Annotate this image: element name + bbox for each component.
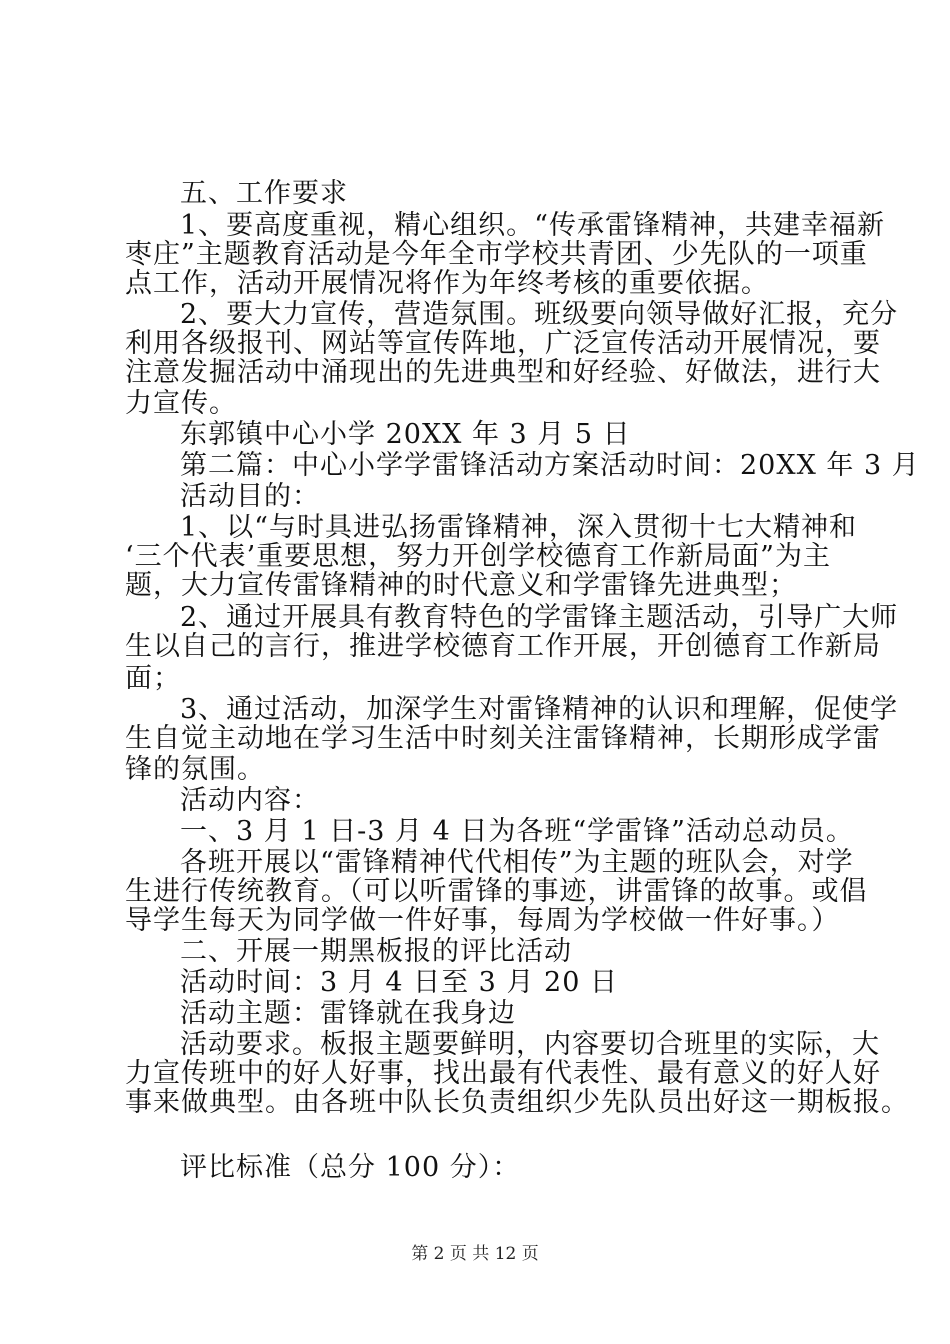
- paragraph-line: 活动要求。板报主题要鲜明，内容要切合班里的实际，大: [180, 1029, 880, 1060]
- paragraph-line: 枣庄”主题教育活动是今年全市学校共青团、少先队的一项重: [125, 239, 868, 270]
- paragraph-line: 事来做典型。由各班中队长负责组织少先队员出好这一期板报。: [125, 1087, 909, 1118]
- section-title: 第二篇：中心小学学雷锋活动方案活动时间：20XX 年 3 月: [180, 450, 920, 481]
- paragraph-line: 力宣传班中的好人好事，找出最有代表性、最有意义的好人好: [125, 1058, 881, 1089]
- subheading: 活动内容：: [180, 785, 320, 816]
- paragraph-line: ‘三个代表’重要思想，努力开创学校德育工作新局面”为主: [125, 541, 831, 572]
- page-footer: 第 2 页 共 12 页: [411, 1244, 539, 1264]
- paragraph-line: 1、要高度重视，精心组织。“传承雷锋精神，共建幸福新: [180, 210, 885, 241]
- paragraph-line: 力宣传。: [125, 388, 237, 419]
- paragraph-line: 生自觉主动地在学习生活中时刻关注雷锋精神，长期形成学雷: [125, 723, 881, 754]
- subheading: 二、开展一期黑板报的评比活动: [180, 936, 572, 967]
- paragraph-line: 评比标准（总分 100 分）：: [180, 1152, 521, 1183]
- section-heading: 五、工作要求: [180, 178, 348, 209]
- paragraph-line: 生以自己的言行，推进学校德育工作开展，开创德育工作新局: [125, 631, 881, 662]
- signature-date: 东郭镇中心小学 20XX 年 3 月 5 日: [180, 419, 631, 450]
- paragraph-line: 活动主题：雷锋就在我身边: [180, 998, 516, 1029]
- paragraph-line: 一、3 月 1 日-3 月 4 日为各班“学雷锋”活动总动员。: [180, 816, 854, 847]
- paragraph-line: 活动时间：3 月 4 日至 3 月 20 日: [180, 967, 618, 998]
- paragraph-line: 2、要大力宣传，营造氛围。班级要向领导做好汇报，充分: [180, 299, 899, 330]
- paragraph-line: 利用各级报刊、网站等宣传阵地，广泛宣传活动开展情况，要: [125, 328, 881, 359]
- paragraph-line: 3、通过活动，加深学生对雷锋精神的认识和理解，促使学: [180, 694, 899, 725]
- paragraph-line: 题，大力宣传雷锋精神的时代意义和学雷锋先进典型；: [125, 570, 797, 601]
- paragraph-line: 锋的氛围。: [125, 754, 265, 785]
- paragraph-line: 点工作，活动开展情况将作为年终考核的重要依据。: [125, 268, 769, 299]
- paragraph-line: 各班开展以“雷锋精神代代相传”为主题的班队会，对学: [180, 847, 854, 878]
- paragraph-line: 注意发掘活动中涌现出的先进典型和好经验、好做法，进行大: [125, 357, 881, 388]
- paragraph-line: 导学生每天为同学做一件好事，每周为学校做一件好事。）: [125, 905, 840, 936]
- paragraph-line: 1、以“与时具进弘扬雷锋精神，深入贯彻十七大精神和: [180, 512, 857, 543]
- paragraph-line: 面；: [125, 663, 181, 694]
- paragraph-line: 2、通过开展具有教育特色的学雷锋主题活动，引导广大师: [180, 602, 899, 633]
- subheading: 活动目的：: [180, 481, 320, 512]
- paragraph-line: 生进行传统教育。（可以听雷锋的事迹，讲雷锋的故事。或倡: [125, 876, 868, 907]
